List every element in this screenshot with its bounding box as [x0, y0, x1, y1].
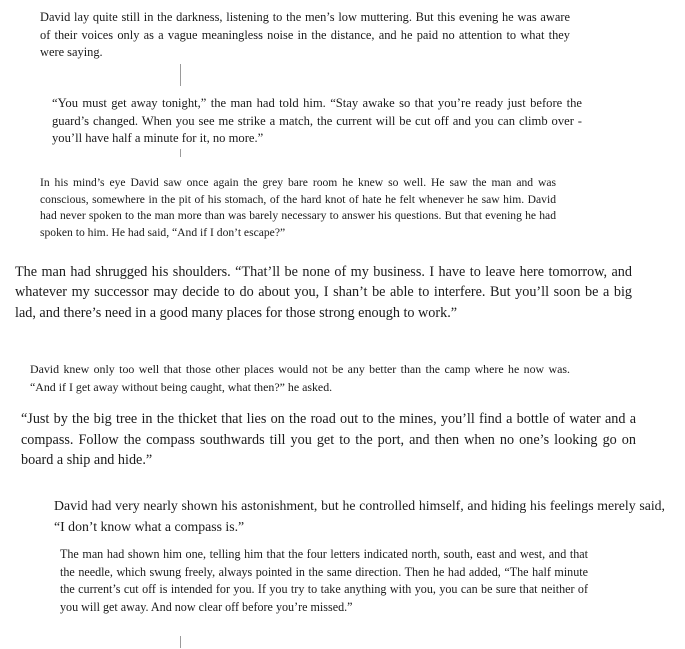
paragraph-6: “Just by the big tree in the thicket that lies on the road out to the mines, you’ll find a bottle of water and a compass. Follow the compass southwards till you get to the port, and then when no one’s looking go on board a ship and hide.”	[21, 411, 636, 468]
paragraph-8: The man had shown him one, telling him that the four letters indicated north, south, east and west, and that the needle, which swung freely, always pointed in the same direction. Then he had added, “The half minute the current’s cut off is intended for you. If you try to take anything with you, you can be sure that neither of you will get away. And now clear off before you’re missed.”	[60, 547, 588, 614]
paragraph-3: In his mind’s eye David saw once again the grey bare room he knew so well. He saw the man and was conscious, somewhere in the pit of his stomach, of the hard knot of hate he felt whenever he saw him. David had never spoken to the man more than was barely necessary to answer his questions. But that evening he had spoken to him. He had said, “And if I don’t escape?”	[40, 176, 556, 239]
paragraph-7: David had very nearly shown his astonishment, but he controlled himself, and hiding his feelings merely said, “I don’t know what a compass is.”	[54, 498, 665, 534]
paragraph-1: David lay quite still in the darkness, listening to the men’s low muttering. But this evening he was aware of their voices only as a vague meaningless noise in the distance, and he paid no attention to what they were saying.	[40, 10, 570, 59]
paragraph-2: “You must get away tonight,” the man had told him. “Stay awake so that you’re ready just before the guard’s changed. When you see me strike a match, the current will be cut off and you can climb over - you’ll have half a minute for it, no more.”	[52, 96, 582, 145]
scan-mark-3	[180, 636, 181, 648]
paragraph-4: The man had shrugged his shoulders. “That’ll be none of my business. I have to leave here tomorrow, and whatever my successor may decide to do about you, I shan’t be able to interfere. But you’ll soon be a big lad, and there’s need in a good many places for those strong enough to work.”	[15, 264, 632, 321]
scan-mark-2	[180, 149, 181, 157]
scan-mark-1	[180, 64, 181, 86]
paragraph-5: David knew only too well that those other places would not be any better than the camp where he now was. “And if I get away without being caught, what then?” he asked.	[30, 362, 570, 394]
